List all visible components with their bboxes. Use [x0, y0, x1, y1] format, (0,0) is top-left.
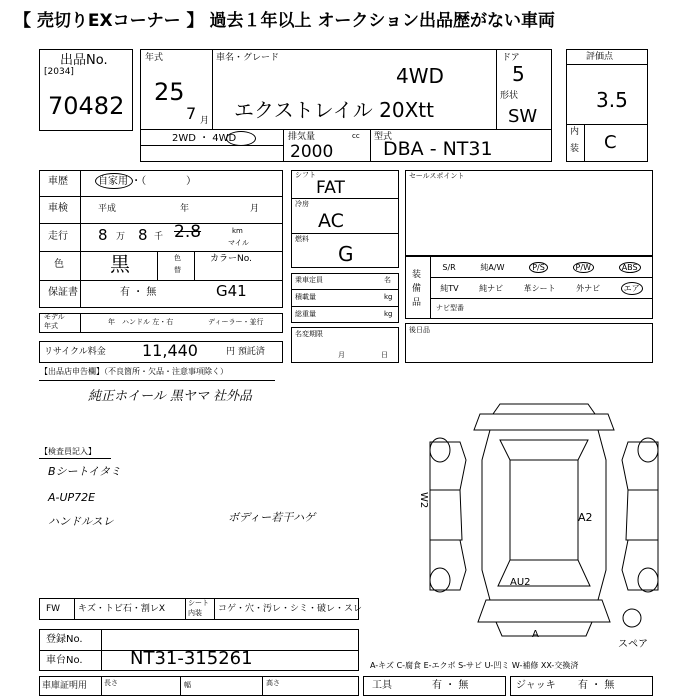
- year-value: 25: [154, 78, 185, 106]
- inspector-label: 【検査員記入】: [40, 447, 96, 456]
- lot-box: [39, 49, 133, 131]
- mileage-sen-unit: 千: [154, 232, 164, 242]
- displacement-value: 2000: [290, 142, 334, 162]
- fuel-label: 燃料: [295, 235, 309, 243]
- fw-text: キズ・トビ石・割レX: [78, 604, 165, 614]
- inspector-note-center: ボディー若干ハゲ: [228, 511, 316, 524]
- tools-options: 有 ・ 無: [432, 680, 469, 691]
- certificate-label: 車庫証明用: [42, 681, 88, 691]
- year-month: 7: [186, 104, 197, 123]
- color-change-a: 色: [174, 254, 181, 262]
- lot-sub: [2034]: [44, 67, 74, 77]
- equip-tv: 純TV: [440, 283, 459, 293]
- inspection-month-unit: 月: [250, 204, 260, 214]
- carname-label: 車名・グレード: [216, 53, 280, 63]
- lot-label: 出品No.: [60, 53, 108, 68]
- diagram-mark-a: A: [532, 629, 539, 640]
- equip-aw: 純A/W: [480, 262, 505, 272]
- ac-label: 冷房: [295, 200, 309, 208]
- score-label: 評価点: [586, 52, 614, 62]
- shape-label: 形状: [500, 91, 519, 101]
- equip-ps: P/S: [529, 262, 548, 273]
- equip-sr: S/R: [442, 262, 456, 272]
- load-label: 積載量: [295, 293, 316, 301]
- chassis-label: 車台No.: [46, 655, 83, 666]
- carname-drive: 4WD: [396, 64, 444, 88]
- recycle-label: リサイクル料金: [44, 347, 106, 357]
- equipment-row-1: [430, 258, 653, 276]
- diagram-mark-a2: A2: [578, 511, 593, 524]
- equip-air: エア: [621, 282, 643, 295]
- equip-abs: ABS: [619, 262, 641, 273]
- notes-box: [405, 323, 653, 363]
- displacement-label: 排気量: [288, 132, 316, 142]
- year-unit: 月: [200, 116, 210, 126]
- capacity-unit: 名: [384, 276, 391, 284]
- equip-pw: P/W: [573, 262, 594, 273]
- reg-change-label: 名変期限: [295, 330, 323, 338]
- inspector-line-3: ハンドルスレ: [48, 515, 114, 528]
- certificate-width: 幅: [184, 681, 191, 689]
- shift-value: FAT: [316, 178, 345, 198]
- doors-label: ドア: [502, 53, 520, 63]
- mileage-man: 8: [98, 226, 108, 244]
- certificate-height: 高さ: [266, 679, 280, 687]
- legend: A-キズ C-腐食 E-エクボ S-サビ U-凹ミ W-補修 XX-交換済: [370, 661, 579, 670]
- load-unit: kg: [384, 293, 393, 301]
- announce-value: 純正ホイール 黒ヤマ 社外品: [88, 389, 253, 404]
- tools-label: 工具: [372, 680, 392, 691]
- jack-label: ジャッキ: [516, 680, 556, 691]
- certificate-length: 長さ: [104, 679, 118, 687]
- inspection-label: 車検: [48, 203, 68, 214]
- interior-label-b: 装: [570, 144, 580, 154]
- history-label: 車歴: [48, 176, 68, 187]
- inspection-year-unit: 年: [180, 204, 190, 214]
- model-value: DBA - NT31: [383, 138, 493, 160]
- history-options: 自家用 ・（ ）: [98, 176, 197, 187]
- interior-label-a: 内: [570, 127, 580, 137]
- equipment-label: 装備品: [412, 270, 422, 308]
- registration-label: 登録No.: [46, 634, 83, 645]
- mileage-unit-km: km: [232, 227, 243, 235]
- color-label: 色: [54, 259, 64, 270]
- model-year-label-a: モデル: [44, 313, 65, 321]
- jack-options: 有 ・ 無: [578, 680, 615, 691]
- inspector-line-1: Bシートイタミ: [48, 465, 121, 478]
- colorno-label: カラーNo.: [210, 254, 252, 264]
- reg-change-unit: 月日: [338, 351, 424, 359]
- announce-label: 【出品店申告欄】（不良箇所・欠品・注意事項除く）: [40, 367, 228, 376]
- model-year-handle: ハンドル 左・右: [122, 318, 174, 326]
- displacement-unit: cc: [352, 132, 360, 140]
- warranty-options: 有 ・ 無: [120, 287, 157, 298]
- carname-value: エクストレイル 20Xtt: [234, 98, 434, 122]
- banner-text: 【 売切りEXコーナー 】 過去１年以上 オークション出品歴がない車両: [14, 11, 556, 31]
- fw-label: FW: [46, 604, 61, 614]
- mileage-man-unit: 万: [116, 232, 126, 242]
- fw-seat-a: シート: [188, 599, 209, 607]
- model-label: 型式: [374, 132, 393, 142]
- lot-number: 70482: [48, 92, 125, 120]
- history-circle: [95, 173, 133, 189]
- doors-value: 5: [512, 62, 525, 86]
- fuel-value: G: [338, 242, 354, 266]
- shift-label: シフト: [295, 171, 316, 179]
- inspection-era: 平成: [98, 204, 117, 214]
- fw-seat-text: コゲ・穴・汚レ・シミ・破レ・スレ: [218, 604, 363, 614]
- score-value: 3.5: [596, 88, 628, 112]
- equip-navi: 純ナビ: [479, 283, 504, 293]
- model-year-label-b: 年式: [44, 322, 58, 330]
- fw-seat-b: 内装: [188, 609, 202, 617]
- model-year-unit: 年: [108, 318, 115, 326]
- drive-selected-circle: [226, 131, 256, 146]
- warranty-label: 保証書: [48, 287, 78, 298]
- diagram-mark-w2: W2: [418, 492, 429, 509]
- spare-label: スペア: [618, 639, 648, 650]
- color-value: 黒: [110, 252, 130, 276]
- mileage-value: 2.8: [174, 222, 202, 242]
- diagram-mark-au2: AU2: [510, 577, 531, 588]
- equip-ext-navi: 外ナビ: [576, 283, 601, 293]
- equipment-row-2: [430, 279, 653, 297]
- recycle-unit: 円 預託済: [226, 347, 265, 357]
- capacity-label: 乗車定員: [295, 276, 323, 284]
- interior-value: C: [604, 132, 617, 153]
- shape-value: SW: [508, 106, 538, 127]
- colorno-value: G41: [216, 282, 247, 300]
- ac-value: AC: [318, 210, 344, 232]
- sales-point-box: [405, 170, 653, 256]
- drive-label: 2WD ・ 4WD: [172, 133, 237, 144]
- notes-label: 後日品: [409, 326, 430, 334]
- weight-label: 総重量: [295, 310, 316, 318]
- navi-label: ナビ型番: [436, 304, 464, 312]
- color-change-b: 替: [174, 266, 181, 274]
- year-label: 年式: [145, 53, 164, 63]
- sales-point-label: セールスポイント: [409, 172, 465, 180]
- equip-leather: 革シート: [523, 283, 556, 293]
- car-diagram: [400, 390, 690, 650]
- banner: [0, 0, 700, 34]
- mileage-unit-mile: マイル: [228, 239, 249, 247]
- inspector-line-2: A-UP72E: [48, 491, 96, 504]
- weight-unit: kg: [384, 310, 393, 318]
- chassis-value: NT31-315261: [130, 648, 253, 669]
- model-year-dealer: ディーラー・並行: [208, 318, 264, 326]
- mileage-label: 走行: [48, 231, 68, 242]
- recycle-value: 11,440: [142, 341, 198, 360]
- mileage-sen: 8: [138, 226, 148, 244]
